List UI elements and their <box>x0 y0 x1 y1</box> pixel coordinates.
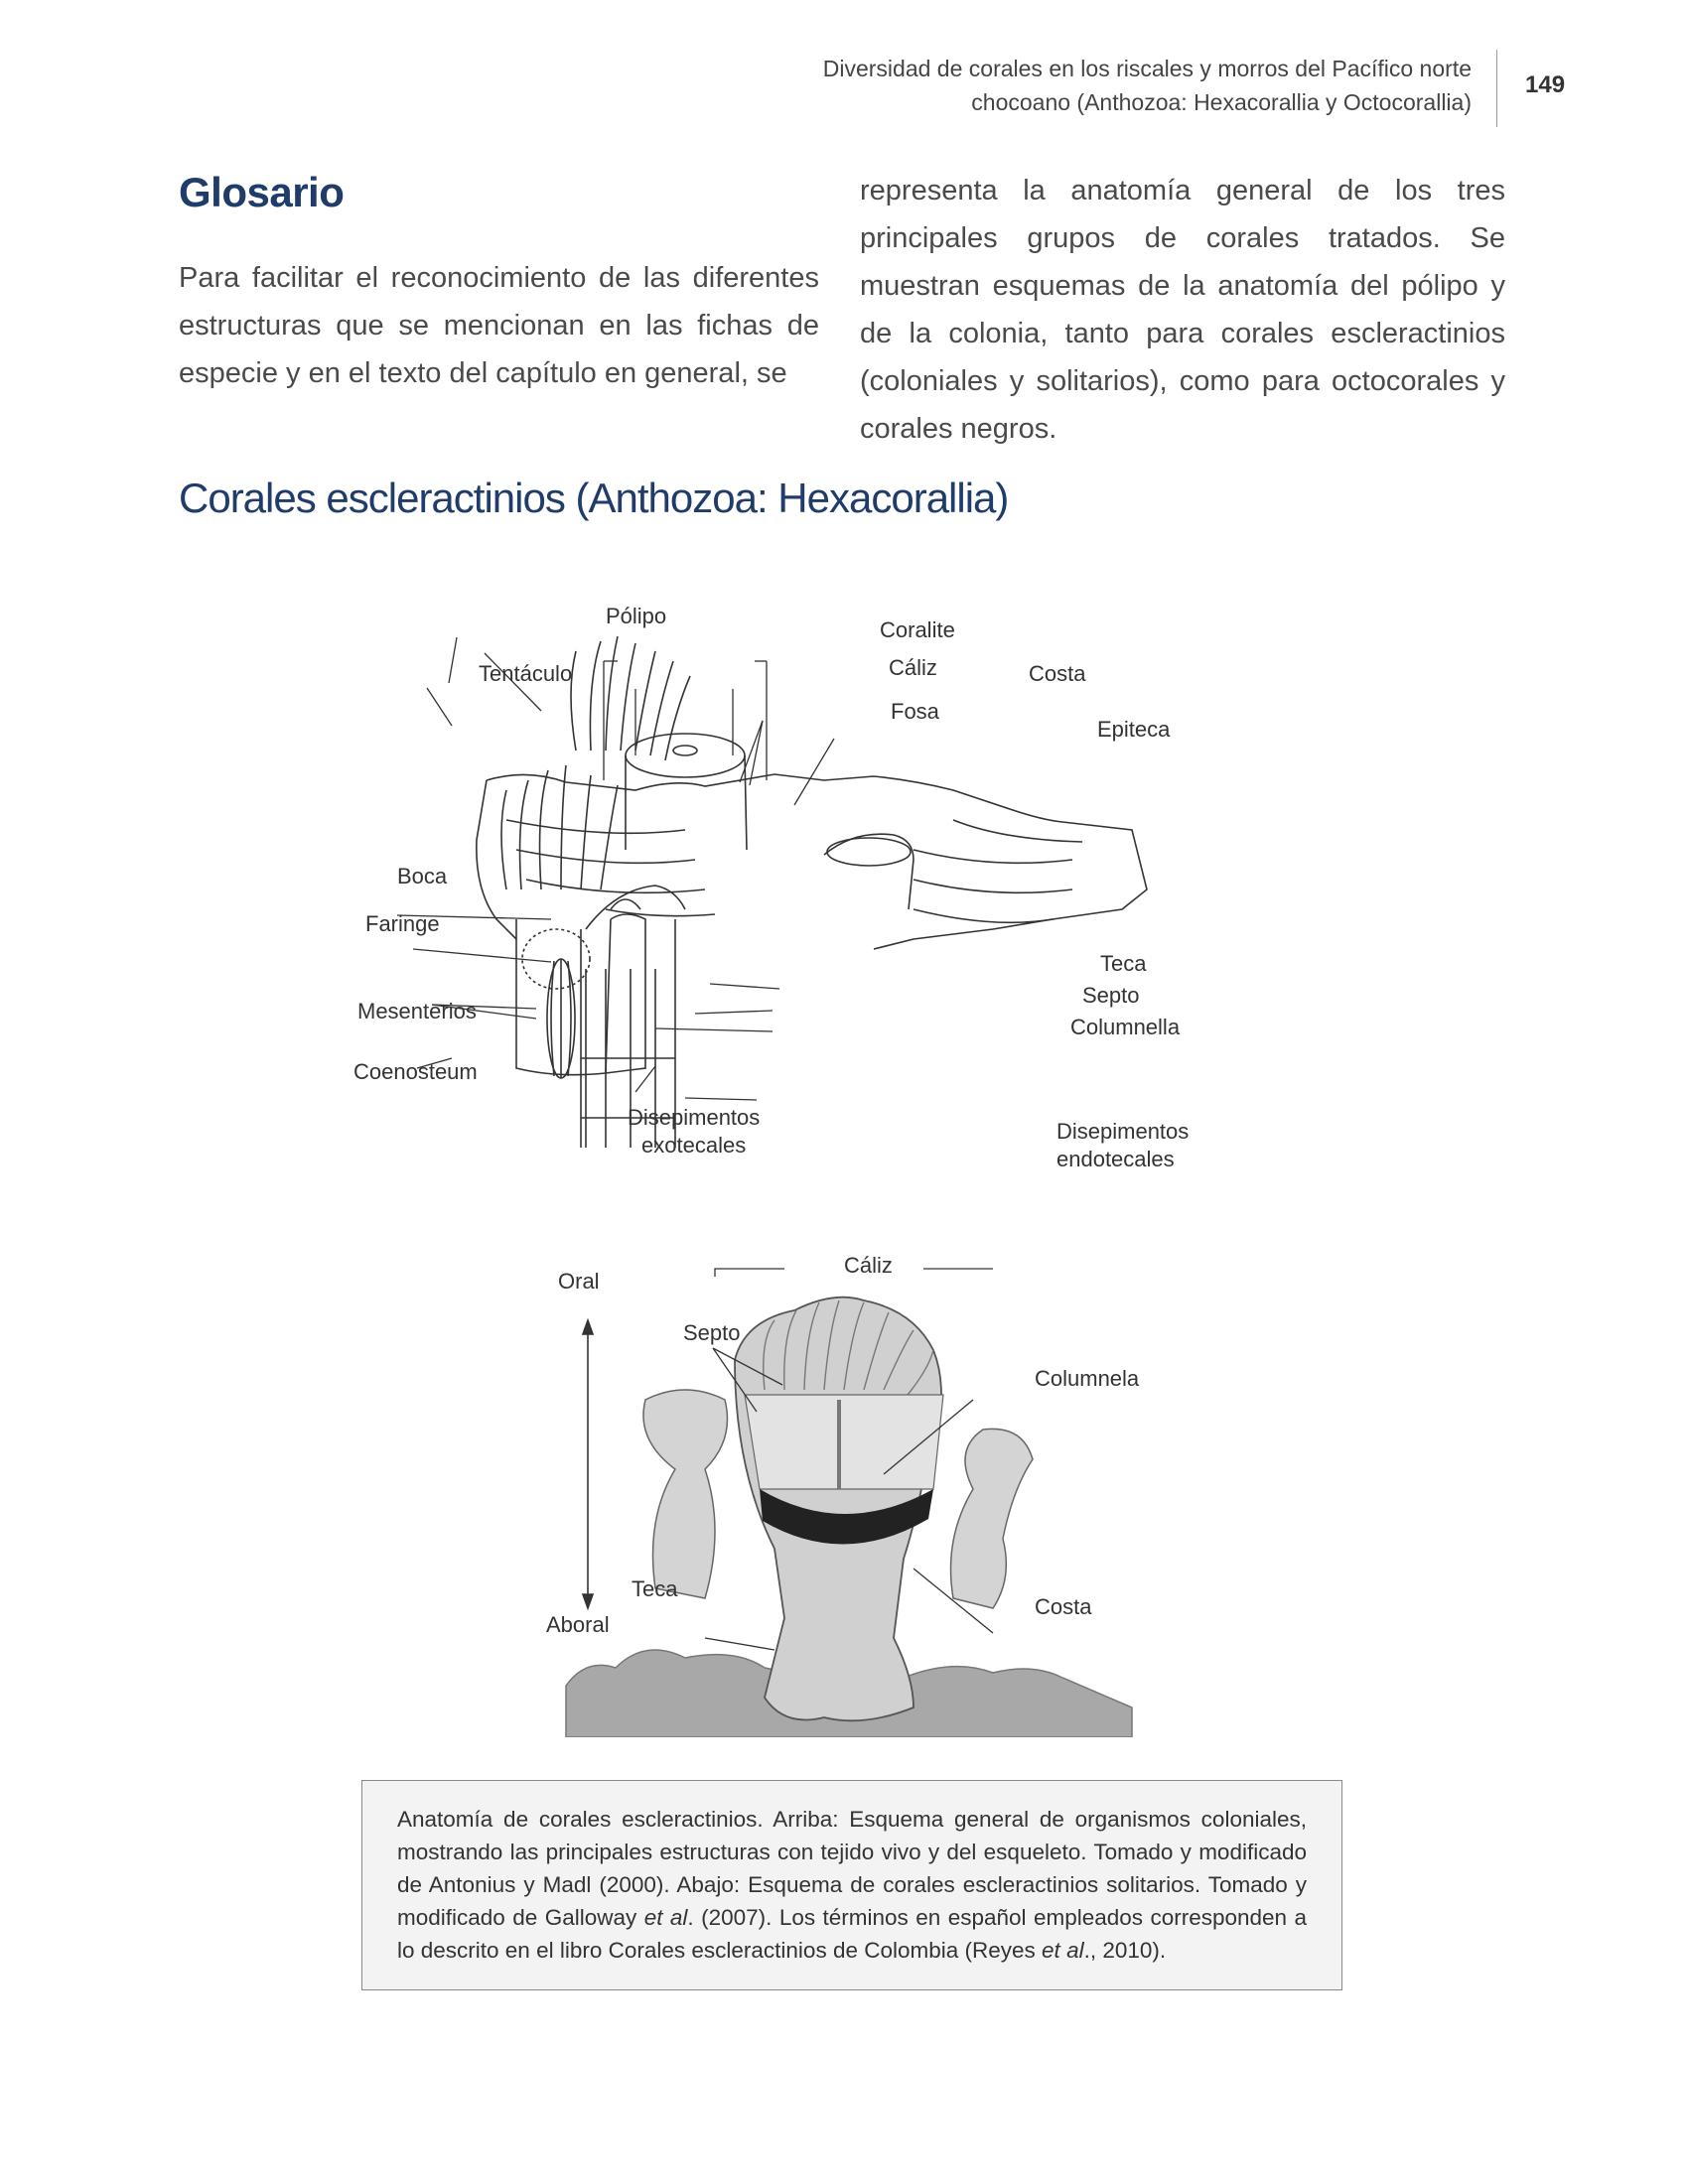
glosario-heading: Glosario <box>179 169 345 215</box>
label-oral: Oral <box>558 1269 600 1294</box>
label-epiteca: Epiteca <box>1097 717 1171 742</box>
glosario-text-right: representa la anatomía general de los tres principales grupos de corales tratados. Se muestran esquemas de la anatomía del pólipo y de la colonia, tanto para corales escleractinios (coloniales y solitarios), como para octocorales y corales negros. <box>860 175 1505 445</box>
label-mesenterios: Mesenterios <box>357 999 477 1024</box>
label-aboral: Aboral <box>546 1612 610 1637</box>
glosario-text-left: Para facilitar el reconocimiento de las diferentes estructuras que se mencionan en las fichas de especie y en el texto del capítulo en general, se <box>179 262 819 389</box>
label-disep-exo-line1: Disepimentos <box>628 1105 761 1130</box>
label-costa: Costa <box>1029 661 1086 686</box>
solitary-coral-drawing <box>536 1241 1152 1737</box>
label-polipo: Pólipo <box>606 604 667 628</box>
label-disep-exo-line2: exotecales <box>641 1133 747 1158</box>
label-disepimentos-exotecales <box>628 1104 760 1160</box>
caption-part-1: Anatomía de corales escleractinios. Arriba: Esquema general de organismos coloniales, mostrando las principales estructuras con tejido vivo y del esqueleto. Tomado y modificado de Antonius y Madl (2000). Abajo: Esquema de corales escleractinios solitarios. Tomado y modificado de Galloway <box>397 1807 1307 1930</box>
header-divider <box>1496 50 1497 127</box>
label-boca: Boca <box>397 864 448 888</box>
label-teca-solitario: Teca <box>632 1576 678 1601</box>
label-fosa: Fosa <box>891 699 939 724</box>
page-number: 149 <box>1525 71 1566 98</box>
label-septo: Septo <box>1082 983 1140 1008</box>
solitary-coral-figure <box>536 1241 1152 1737</box>
caption-etal-2: et al <box>1042 1938 1084 1963</box>
label-costa-solitario: Costa <box>1035 1594 1092 1619</box>
section-heading: Corales escleractinios (Anthozoa: Hexacorallia) <box>179 475 1009 521</box>
caption-etal-1: et al <box>643 1905 688 1930</box>
label-teca: Teca <box>1100 951 1147 976</box>
figure-caption <box>361 1780 1342 1990</box>
label-caliz-solitario: Cáliz <box>844 1253 893 1278</box>
caption-part-3: ., 2010). <box>1083 1938 1167 1963</box>
colonial-coral-figure <box>353 592 1231 1187</box>
running-header-line-1: Diversidad de corales en los riscales y morros del Pacífico norte <box>822 56 1472 81</box>
label-tentaculo: Tentáculo <box>479 661 573 686</box>
label-coenosteum: Coenosteum <box>353 1059 478 1084</box>
running-header-line-2: chocoano (Anthozoa: Hexacorallia y Octocorallia) <box>971 89 1472 115</box>
running-header <box>695 52 1472 119</box>
label-disepimentos-endotecales <box>1056 1118 1189 1173</box>
label-disep-endo-line1: Disepimentos <box>1056 1119 1190 1144</box>
label-septo-solitario: Septo <box>683 1320 741 1345</box>
label-columnela: Columnela <box>1035 1366 1140 1391</box>
label-disep-endo-line2: endotecales <box>1056 1147 1175 1171</box>
caption-part-2: . (2007). Los términos en español empleados corresponden a lo descrito en el libro Corales escleractinios de Colombia (Reyes <box>397 1905 1307 1963</box>
label-coralite: Coralite <box>880 617 955 642</box>
label-caliz: Cáliz <box>889 655 937 680</box>
label-faringe: Faringe <box>365 911 440 936</box>
label-columnella: Columnella <box>1070 1015 1181 1039</box>
